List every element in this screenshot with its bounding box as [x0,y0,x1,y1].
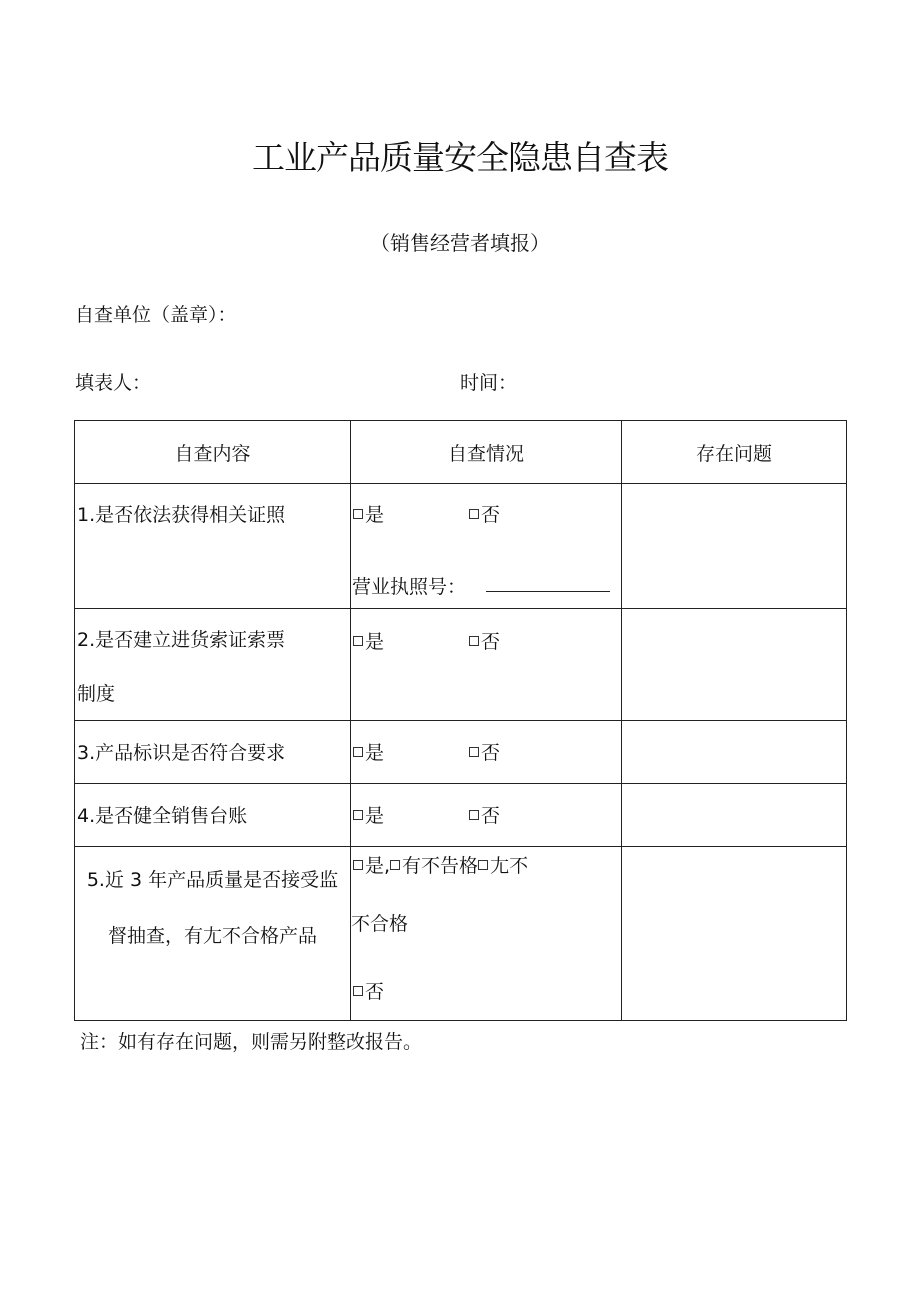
yes-option[interactable] [353,855,390,877]
item-cell [75,484,351,609]
item-text-line2: 制度 [77,683,116,705]
yes-no-options [351,802,621,830]
options-line3 [353,978,621,1006]
header-inspection-status: 自查情况 [351,421,622,484]
checkbox-icon[interactable] [469,747,479,757]
checkbox-icon[interactable] [353,810,363,820]
has-unqualified-label: 有不告格 [402,855,479,877]
license-number-label: 营业执照号： [352,576,467,598]
inspection-unit-label: 自查单位（盖章）： [75,304,237,326]
item-cell [75,784,351,847]
yes-option[interactable] [353,739,384,767]
yes-option[interactable] [353,501,384,529]
yes-option[interactable] [353,628,384,656]
no-option[interactable] [353,981,384,1003]
table-row [75,784,847,847]
license-number-line [352,571,621,601]
no-option[interactable] [469,628,500,656]
problem-cell[interactable] [622,609,847,721]
no-label: 否 [481,742,501,764]
item-text: 4.是否健全销售台账 [77,805,248,827]
status-cell [351,847,622,1021]
yes-label: 是, [365,855,391,877]
checkbox-icon[interactable] [469,810,479,820]
checkbox-icon[interactable] [353,636,363,646]
status-cell [351,784,622,847]
header-existing-problems: 存在问题 [622,421,847,484]
problem-cell[interactable] [622,721,847,784]
no-option[interactable] [469,739,500,767]
item-text: 3.产品标识是否符合要求 [77,742,286,764]
table-row [75,721,847,784]
yes-no-options [351,739,621,767]
checkbox-icon[interactable] [390,860,400,870]
item-cell [75,721,351,784]
table-header-row [75,421,847,484]
options-line1 [353,852,621,880]
problem-cell[interactable] [622,847,847,1021]
checkbox-icon[interactable] [478,860,488,870]
table-row [75,484,847,609]
no-label: 否 [481,631,501,653]
footnote: 注：如有存在问题，则需另附整改报告。 [80,1031,423,1053]
status-cell [351,609,622,721]
problem-cell[interactable] [622,784,847,847]
no-option[interactable] [469,802,500,830]
no-unqualified-label: 尢不 [490,855,529,877]
yes-option[interactable] [353,802,384,830]
options-line2: 不合格 [351,913,409,935]
yes-label: 是 [365,631,385,653]
time-label: 时间： [460,372,518,394]
checkbox-icon[interactable] [353,747,363,757]
checkbox-icon[interactable] [469,509,479,519]
no-label: 否 [481,805,501,827]
license-number-blank[interactable] [486,571,610,592]
yes-no-options [351,501,621,529]
table-row [75,847,847,1021]
no-unqualified-option[interactable] [478,855,528,877]
header-inspection-content: 自查内容 [75,421,351,484]
item-cell [75,609,351,721]
table-row [75,609,847,721]
item-cell [75,847,351,1021]
no-label: 否 [481,504,501,526]
checkbox-icon[interactable] [353,986,363,996]
item-text-line2: 督抽查，有尢不合格产品 [107,925,317,947]
item-text-line1: 5.近 3 年产品质量是否接受监 [86,869,339,891]
status-cell [351,721,622,784]
item-text-line1: 2.是否建立进货索证索票 [77,629,286,651]
yes-label: 是 [365,805,385,827]
form-title: 工业产品质量安全隐患自查表 [252,138,668,177]
checkbox-icon[interactable] [469,636,479,646]
filler-label: 填表人： [75,372,152,394]
yes-label: 是 [365,504,385,526]
no-label: 否 [365,981,385,1003]
item-text: 1.是否依法获得相关证照 [77,504,286,526]
self-inspection-table [74,420,847,1021]
form-subtitle: （销售经营者填报） [370,231,550,255]
yes-no-options [351,628,621,656]
status-cell [351,484,622,609]
no-option[interactable] [469,501,500,529]
problem-cell[interactable] [622,484,847,609]
checkbox-icon[interactable] [353,509,363,519]
checkbox-icon[interactable] [353,860,363,870]
yes-label: 是 [365,742,385,764]
has-unqualified-option[interactable] [390,855,478,877]
